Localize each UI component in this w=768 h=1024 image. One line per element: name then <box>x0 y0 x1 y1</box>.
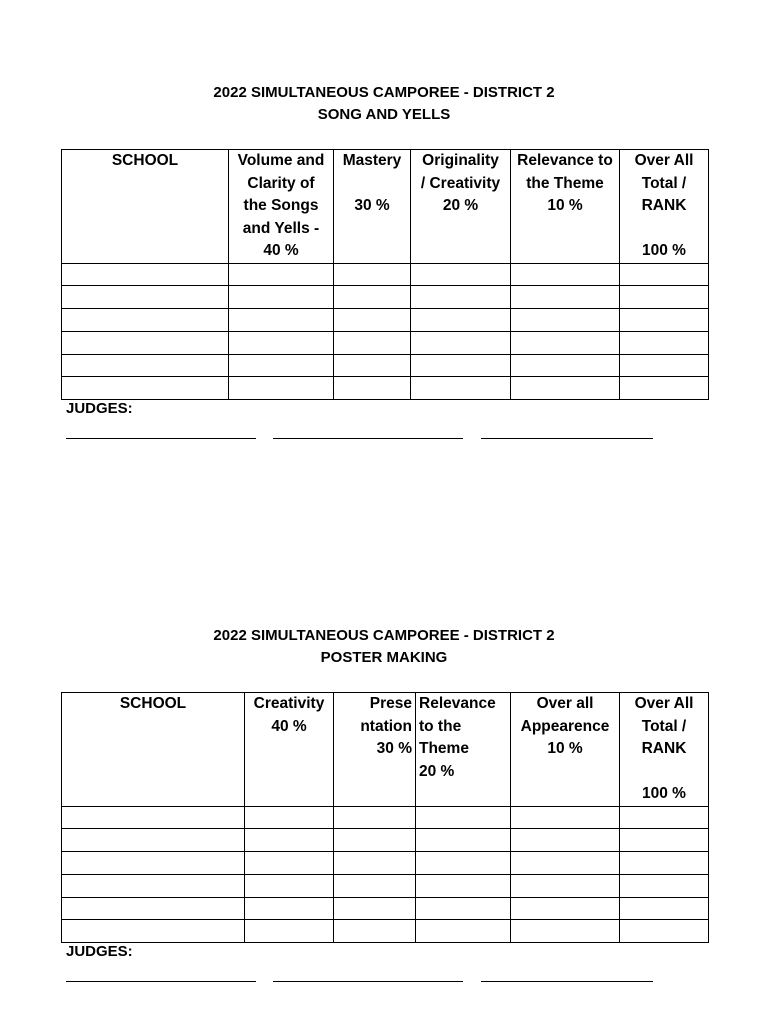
table-cell[interactable] <box>245 852 334 875</box>
table-cell[interactable] <box>411 377 511 400</box>
table-cell[interactable] <box>416 874 511 897</box>
table-cell[interactable] <box>245 806 334 829</box>
song-title-block <box>0 82 768 126</box>
song-judges-label: JUDGES: <box>66 400 133 417</box>
table-cell[interactable] <box>620 286 709 309</box>
table-cell[interactable] <box>334 354 411 377</box>
table-cell[interactable] <box>245 829 334 852</box>
poster-score-table <box>61 692 709 943</box>
song-score-table <box>61 149 709 400</box>
table-cell[interactable] <box>229 263 334 286</box>
table-row <box>62 920 709 943</box>
poster-judges-label: JUDGES: <box>66 943 133 960</box>
song-title-line2: SONG AND YELLS <box>317 106 451 123</box>
table-cell[interactable] <box>229 354 334 377</box>
poster-judge-signature-line-3[interactable] <box>481 981 653 982</box>
song-header-row <box>62 150 709 264</box>
song-title-line1: 2022 SIMULTANEOUS CAMPOREE - DISTRICT 2 <box>213 84 555 101</box>
table-cell[interactable] <box>620 263 709 286</box>
table-cell[interactable] <box>334 263 411 286</box>
table-cell[interactable] <box>245 897 334 920</box>
table-cell[interactable] <box>620 806 709 829</box>
table-row <box>62 309 709 332</box>
table-cell[interactable] <box>620 309 709 332</box>
table-cell[interactable] <box>620 377 709 400</box>
table-cell[interactable] <box>334 829 416 852</box>
table-cell[interactable] <box>245 874 334 897</box>
poster-header-presentation: Prese ntation 30 % <box>334 693 416 807</box>
poster-header-school: SCHOOL <box>62 693 245 807</box>
table-cell[interactable] <box>62 806 245 829</box>
table-cell[interactable] <box>229 331 334 354</box>
table-cell[interactable] <box>416 829 511 852</box>
table-cell[interactable] <box>511 309 620 332</box>
table-cell[interactable] <box>411 309 511 332</box>
poster-header-row <box>62 693 709 807</box>
table-cell[interactable] <box>62 377 229 400</box>
table-cell[interactable] <box>245 920 334 943</box>
table-cell[interactable] <box>416 897 511 920</box>
table-cell[interactable] <box>511 354 620 377</box>
song-judge-signature-line-3[interactable] <box>481 438 653 439</box>
table-cell[interactable] <box>62 354 229 377</box>
table-cell[interactable] <box>62 920 245 943</box>
table-cell[interactable] <box>411 286 511 309</box>
table-cell[interactable] <box>334 852 416 875</box>
table-cell[interactable] <box>411 354 511 377</box>
table-cell[interactable] <box>416 806 511 829</box>
song-header-volume-clarity: Volume and Clarity of the Songs and Yells - 40 % <box>229 150 334 264</box>
table-row <box>62 852 709 875</box>
table-cell[interactable] <box>411 331 511 354</box>
table-cell[interactable] <box>229 309 334 332</box>
poster-title-line1: 2022 SIMULTANEOUS CAMPOREE - DISTRICT 2 <box>213 627 555 644</box>
table-cell[interactable] <box>511 263 620 286</box>
table-row <box>62 806 709 829</box>
table-cell[interactable] <box>334 897 416 920</box>
table-cell[interactable] <box>62 286 229 309</box>
table-cell[interactable] <box>62 897 245 920</box>
table-cell[interactable] <box>334 806 416 829</box>
table-cell[interactable] <box>511 874 620 897</box>
table-cell[interactable] <box>620 920 709 943</box>
table-cell[interactable] <box>411 263 511 286</box>
table-cell[interactable] <box>62 852 245 875</box>
table-cell[interactable] <box>62 309 229 332</box>
song-header-total-rank: Over All Total / RANK 100 % <box>620 150 709 264</box>
poster-title-block <box>0 625 768 669</box>
table-cell[interactable] <box>416 852 511 875</box>
table-cell[interactable] <box>229 377 334 400</box>
table-cell[interactable] <box>620 874 709 897</box>
table-cell[interactable] <box>511 286 620 309</box>
table-cell[interactable] <box>62 874 245 897</box>
song-header-mastery: Mastery 30 % <box>334 150 411 264</box>
table-row <box>62 377 709 400</box>
table-row <box>62 874 709 897</box>
table-cell[interactable] <box>511 897 620 920</box>
song-header-originality: Originality / Creativity 20 % <box>411 150 511 264</box>
poster-title-line2: POSTER MAKING <box>320 649 448 666</box>
table-cell[interactable] <box>620 331 709 354</box>
table-cell[interactable] <box>511 377 620 400</box>
table-row <box>62 286 709 309</box>
song-header-school: SCHOOL <box>62 150 229 264</box>
table-row <box>62 263 709 286</box>
table-cell[interactable] <box>620 852 709 875</box>
table-cell[interactable] <box>511 920 620 943</box>
table-cell[interactable] <box>620 829 709 852</box>
table-cell[interactable] <box>511 829 620 852</box>
table-row <box>62 354 709 377</box>
poster-judge-signature-line-1[interactable] <box>66 981 256 982</box>
poster-judge-signature-line-2[interactable] <box>273 981 463 982</box>
table-cell[interactable] <box>511 852 620 875</box>
table-cell[interactable] <box>511 806 620 829</box>
table-cell[interactable] <box>416 920 511 943</box>
table-row <box>62 897 709 920</box>
song-judge-signature-line-1[interactable] <box>66 438 256 439</box>
table-cell[interactable] <box>62 829 245 852</box>
poster-header-relevance: Relevance to the Theme 20 % <box>416 693 511 807</box>
table-cell[interactable] <box>334 331 411 354</box>
table-cell[interactable] <box>620 897 709 920</box>
table-cell[interactable] <box>511 331 620 354</box>
table-cell[interactable] <box>334 377 411 400</box>
poster-header-creativity: Creativity 40 % <box>245 693 334 807</box>
table-row <box>62 829 709 852</box>
song-judge-signature-line-2[interactable] <box>273 438 463 439</box>
song-header-relevance: Relevance to the Theme 10 % <box>511 150 620 264</box>
poster-header-total-rank: Over All Total / RANK 100 % <box>620 693 709 807</box>
table-cell[interactable] <box>620 354 709 377</box>
table-cell[interactable] <box>334 309 411 332</box>
table-cell[interactable] <box>62 263 229 286</box>
table-cell[interactable] <box>62 331 229 354</box>
table-cell[interactable] <box>334 286 411 309</box>
poster-header-appearance: Over all Appearence 10 % <box>511 693 620 807</box>
table-cell[interactable] <box>229 286 334 309</box>
table-row <box>62 331 709 354</box>
table-cell[interactable] <box>334 920 416 943</box>
table-cell[interactable] <box>334 874 416 897</box>
